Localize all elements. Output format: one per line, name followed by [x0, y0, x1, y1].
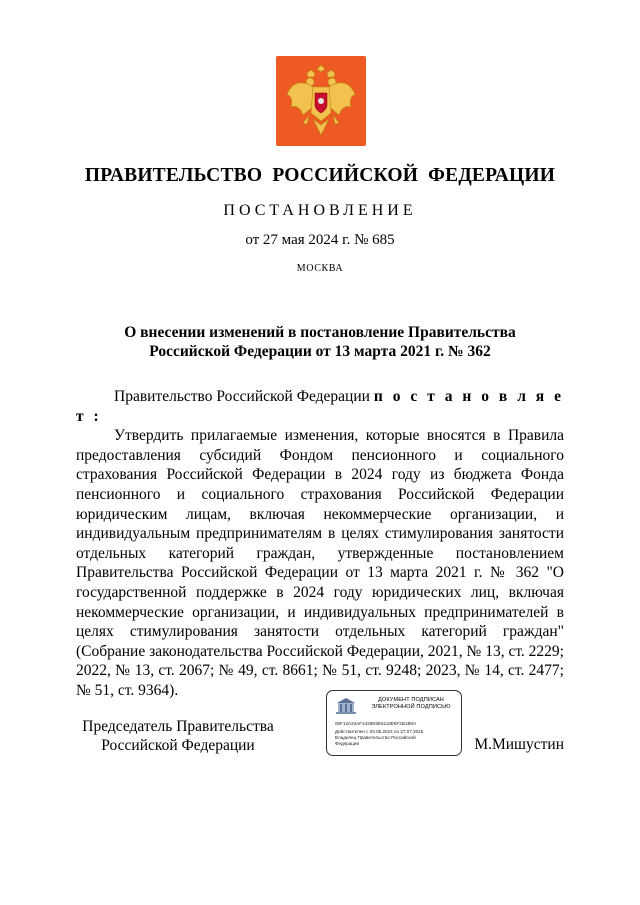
electronic-signature-stamp	[326, 690, 462, 756]
government-title: ПРАВИТЕЛЬСТВО РОССИЙСКОЙ ФЕДЕРАЦИИ	[84, 165, 556, 186]
intro-text: Правительство Российской Федерации	[114, 388, 370, 405]
subject-line-1: О внесении изменений в постановление Правительства	[124, 324, 516, 341]
signatory-position	[78, 717, 278, 755]
certificate-validity: Действителен с 03.05.2024 по 27.07.2025	[335, 729, 424, 734]
certificate-owner-line-2: Федерации	[335, 741, 360, 746]
subject-line-2: Российской Федерации от 13 марта 2021 г. № 362	[149, 343, 491, 360]
signatory-name: М.Мишустин	[474, 736, 564, 753]
position-line-1: Председатель Правительства	[82, 718, 274, 735]
resolves-word: п о с т а н о в л я е т :	[76, 388, 564, 425]
intro-paragraph	[76, 387, 564, 426]
stamp-title-line-2: ЭЛЕКТРОННОЙ ПОДПИСЬЮ	[371, 704, 451, 710]
stamp-title-line-1: ДОКУМЕНТ ПОДПИСАН	[378, 697, 444, 703]
coat-of-arms-emblem	[276, 56, 366, 146]
double-headed-eagle-icon	[283, 61, 359, 141]
certificate-owner-line-1: Владелец Правительство Российской	[335, 735, 416, 740]
city-name: МОСКВА	[296, 263, 344, 274]
main-paragraph: Утвердить прилагаемые изменения, которые вносятся в Правила предоставления субсидий Фондом пенсионного и социального страхования Российской Федерации в 2024 году из бюджета Фонда пенсионного и социального страхования Российской Федерации юридическим лицам, включая некоммерческие организации, и индивидуальным предпринимателям в целях стимулирования занятости отдельных категорий граждан, утвержденные постановлением Правительства Российской Федерации от 13 марта 2021 г. № 362 "О государственной поддержке в 2024 году юридических лиц, включая некоммерческие организации, и индивидуальных предпринимателей в целях стимулирования занятости отдельных категорий граждан" (Собрание законодательства Российской Федерации, 2021, № 13, ст. 2229; 2022, № 13, ст. 2067; № 49, ст. 8661; № 51, ст. 9248; 2023, № 14, ст. 2477; № 51, ст. 9364).	[76, 427, 564, 699]
document-subject	[80, 323, 560, 361]
certificate-serial: 00F12A24AF4426E5E6118E6F2B1B0A	[335, 721, 417, 726]
document-body	[76, 387, 564, 701]
government-building-icon	[335, 697, 357, 715]
position-line-2: Российской Федерации	[101, 737, 255, 754]
document-date-number: от 27 мая 2024 г. № 685	[245, 232, 395, 248]
document-type: ПОСТАНОВЛЕНИЕ	[223, 202, 417, 219]
stamp-title	[363, 697, 459, 711]
